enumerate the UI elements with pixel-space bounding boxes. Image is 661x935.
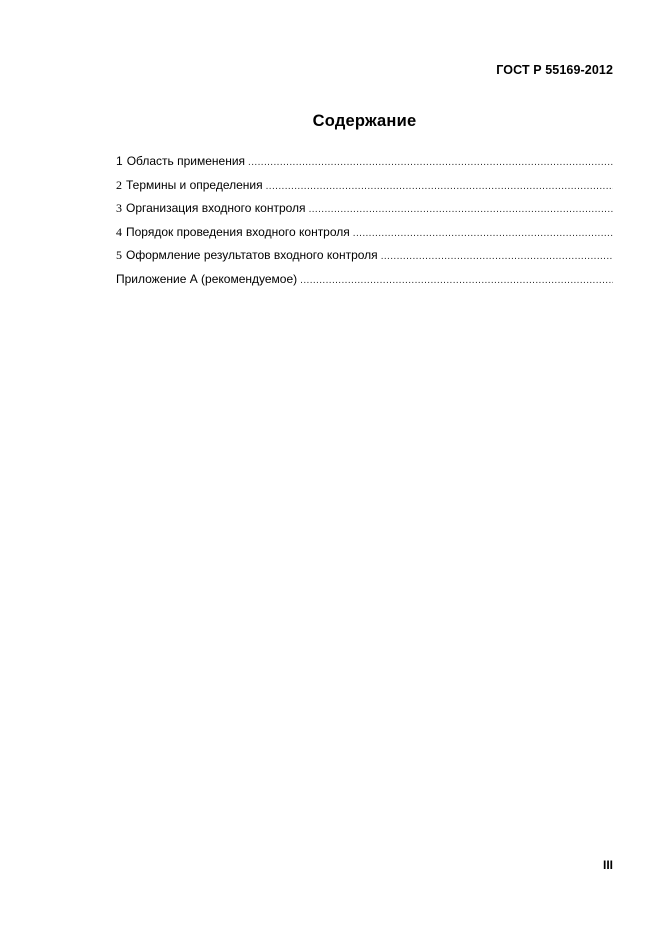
toc-item-label: Оформление результатов входного контроля bbox=[126, 248, 378, 263]
toc-dot-leader bbox=[248, 157, 613, 168]
page-number: III bbox=[602, 858, 613, 872]
toc-item-label: Область применения bbox=[126, 154, 246, 168]
toc-item[interactable] bbox=[116, 201, 613, 225]
toc-item-number: 3 bbox=[116, 201, 122, 216]
toc-item-appendix[interactable] bbox=[116, 272, 613, 296]
toc-item-label: Термины и определения bbox=[126, 177, 263, 192]
toc-dot-leader bbox=[266, 181, 613, 192]
toc-dot-leader bbox=[353, 228, 613, 239]
toc-dot-leader bbox=[381, 251, 613, 262]
toc-item-number: 5 bbox=[116, 248, 122, 263]
table-of-contents bbox=[116, 154, 613, 296]
toc-item[interactable] bbox=[116, 248, 613, 272]
toc-item-label: Приложение А (рекомендуемое) bbox=[116, 271, 298, 286]
toc-item-label: Порядок проведения входного контроля bbox=[126, 224, 350, 239]
toc-item[interactable] bbox=[116, 225, 613, 249]
document-code: ГОСТ Р 55169-2012 bbox=[496, 63, 613, 77]
toc-dot-leader bbox=[309, 204, 613, 215]
toc-title: Содержание bbox=[312, 112, 417, 130]
toc-item[interactable] bbox=[116, 178, 613, 202]
toc-item-number: 1 bbox=[116, 154, 123, 168]
toc-item[interactable] bbox=[116, 154, 613, 178]
toc-item-number: 4 bbox=[116, 224, 122, 239]
toc-dot-leader bbox=[300, 275, 613, 286]
toc-item-label: Организация входного контроля bbox=[126, 201, 306, 216]
toc-item-number: 2 bbox=[116, 177, 122, 192]
